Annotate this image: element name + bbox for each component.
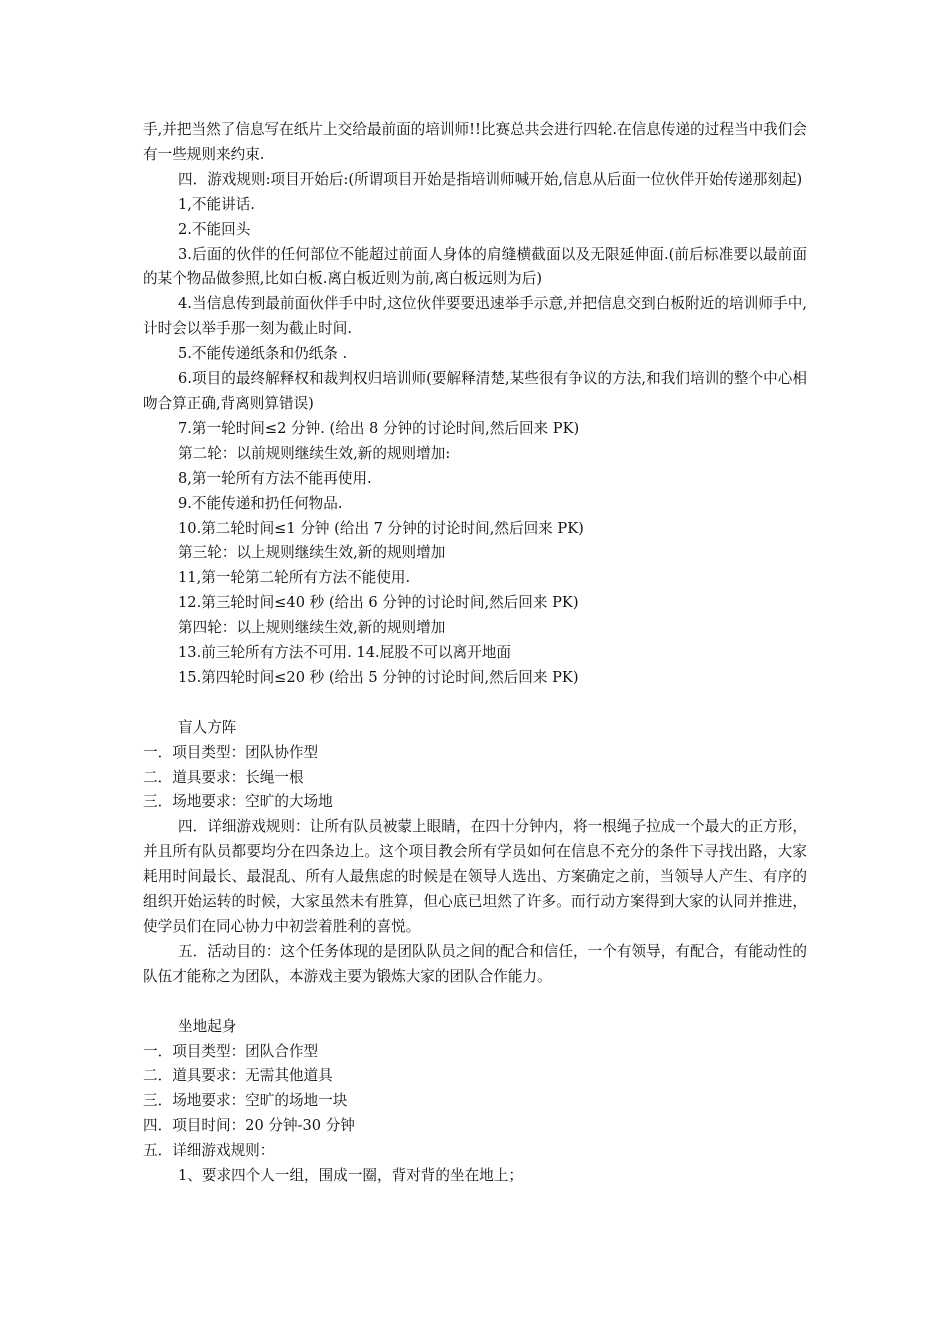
section2-title: 盲人方阵: [178, 718, 237, 736]
rule-line: 3.后面的伙伴的任何部位不能超过前面人身体的肩缝横截面以及无限延伸面.(前后标准要以最前面的某个物品做参照,比如白板.离白板近则为前,离白板远则为后): [143, 245, 807, 288]
rule-line: 7.第一轮时间≤2 分钟. (给出 8 分钟的讨论时间,然后回来 PK): [178, 419, 580, 437]
section2-item: 二．道具要求：长绳一根: [143, 768, 304, 786]
section3-item: 三．场地要求：空旷的场地一块: [143, 1092, 348, 1110]
section2-item: 一．项目类型：团队协作型: [143, 743, 319, 761]
section3-item: 五．详细游戏规则：: [143, 1142, 275, 1160]
section3-item: 一．项目类型：团队合作型: [143, 1042, 319, 1060]
document-page: [143, 118, 807, 1189]
rule-line: 12.第三轮时间≤40 秒 (给出 6 分钟的讨论时间,然后回来 PK): [178, 594, 579, 612]
rule-line: 5.不能传递纸条和仍纸条 .: [178, 345, 348, 363]
section1-rules-intro: 四．游戏规则:项目开始后:(所谓项目开始是指培训师喊开始,信息从后面一位伙伴开始传递那刻起): [178, 170, 803, 188]
rule-line: 6.项目的最终解释权和裁判权归培训师(要解释清楚,某些很有争议的方法,和我们培训的整个中心相吻合算正确,背离则算错误): [143, 370, 807, 412]
rule-line: 9.不能传递和扔任何物品.: [178, 494, 343, 512]
section1-intro: 手,并把当然了信息写在纸片上交给最前面的培训师!!比赛总共会进行四轮.在信息传递的过程当中我们会有一些规则来约束.: [143, 121, 807, 163]
section3-title: 坐地起身: [178, 1017, 237, 1035]
round-heading: 第三轮：以上规则继续生效,新的规则增加: [178, 544, 446, 562]
rule-line: 10.第二轮时间≤1 分钟 (给出 7 分钟的讨论时间,然后回来 PK): [178, 519, 584, 537]
rule-line: 8,第一轮所有方法不能再使用.: [178, 469, 372, 487]
section2-item: 三．场地要求：空旷的大场地: [143, 793, 333, 811]
paragraph-spacer: [143, 691, 807, 716]
section3-item: 二．道具要求：无需其他道具: [143, 1067, 333, 1085]
section2-purpose: 五．活动目的：这个任务体现的是团队队员之间的配合和信任，一个有领导，有配合，有能动性的队伍才能称之为团队，本游戏主要为锻炼大家的团队合作能力。: [143, 942, 807, 985]
section3-item: 1、要求四个人一组，围成一圈，背对背的坐在地上；: [178, 1167, 523, 1185]
rule-line: 15.第四轮时间≤20 秒 (给出 5 分钟的讨论时间,然后回来 PK): [178, 668, 579, 686]
section3-item: 四．项目时间：20 分钟-30 分钟: [143, 1117, 355, 1135]
section2-detail: 四．详细游戏规则：让所有队员被蒙上眼睛，在四十分钟内，将一根绳子拉成一个最大的正方形，并且所有队员都要均分在四条边上。这个项目教会所有学员如何在信息不充分的条件下寻找出路，大家耗用时间最长、最混乱、所有人最焦虑的时候是在领导人选出、方案确定之前，当领导人产生、有序的组织开始运转的时候，大家虽然未有胜算，但心底已坦然了许多。而行动方案得到大家的认同并推进，使学员们在同心协力中初尝着胜利的喜悦。: [143, 818, 807, 935]
paragraph-spacer: [143, 990, 807, 1015]
round-heading: 第四轮：以上规则继续生效,新的规则增加: [178, 619, 446, 637]
round-heading: 第二轮：以前规则继续生效,新的规则增加:: [178, 444, 451, 462]
rule-line: 4.当信息传到最前面伙伴手中时,这位伙伴要要迅速举手示意,并把信息交到白板附近的培训师手中,计时会以举手那一刻为截止时间.: [143, 295, 807, 338]
rule-line: 2.不能回头: [178, 220, 251, 238]
rule-line: 13.前三轮所有方法不可用. 14.屁股不可以离开地面: [178, 644, 511, 662]
rule-line: 1,不能讲话.: [178, 195, 255, 213]
rule-line: 11,第一轮第二轮所有方法不能使用.: [178, 569, 411, 587]
